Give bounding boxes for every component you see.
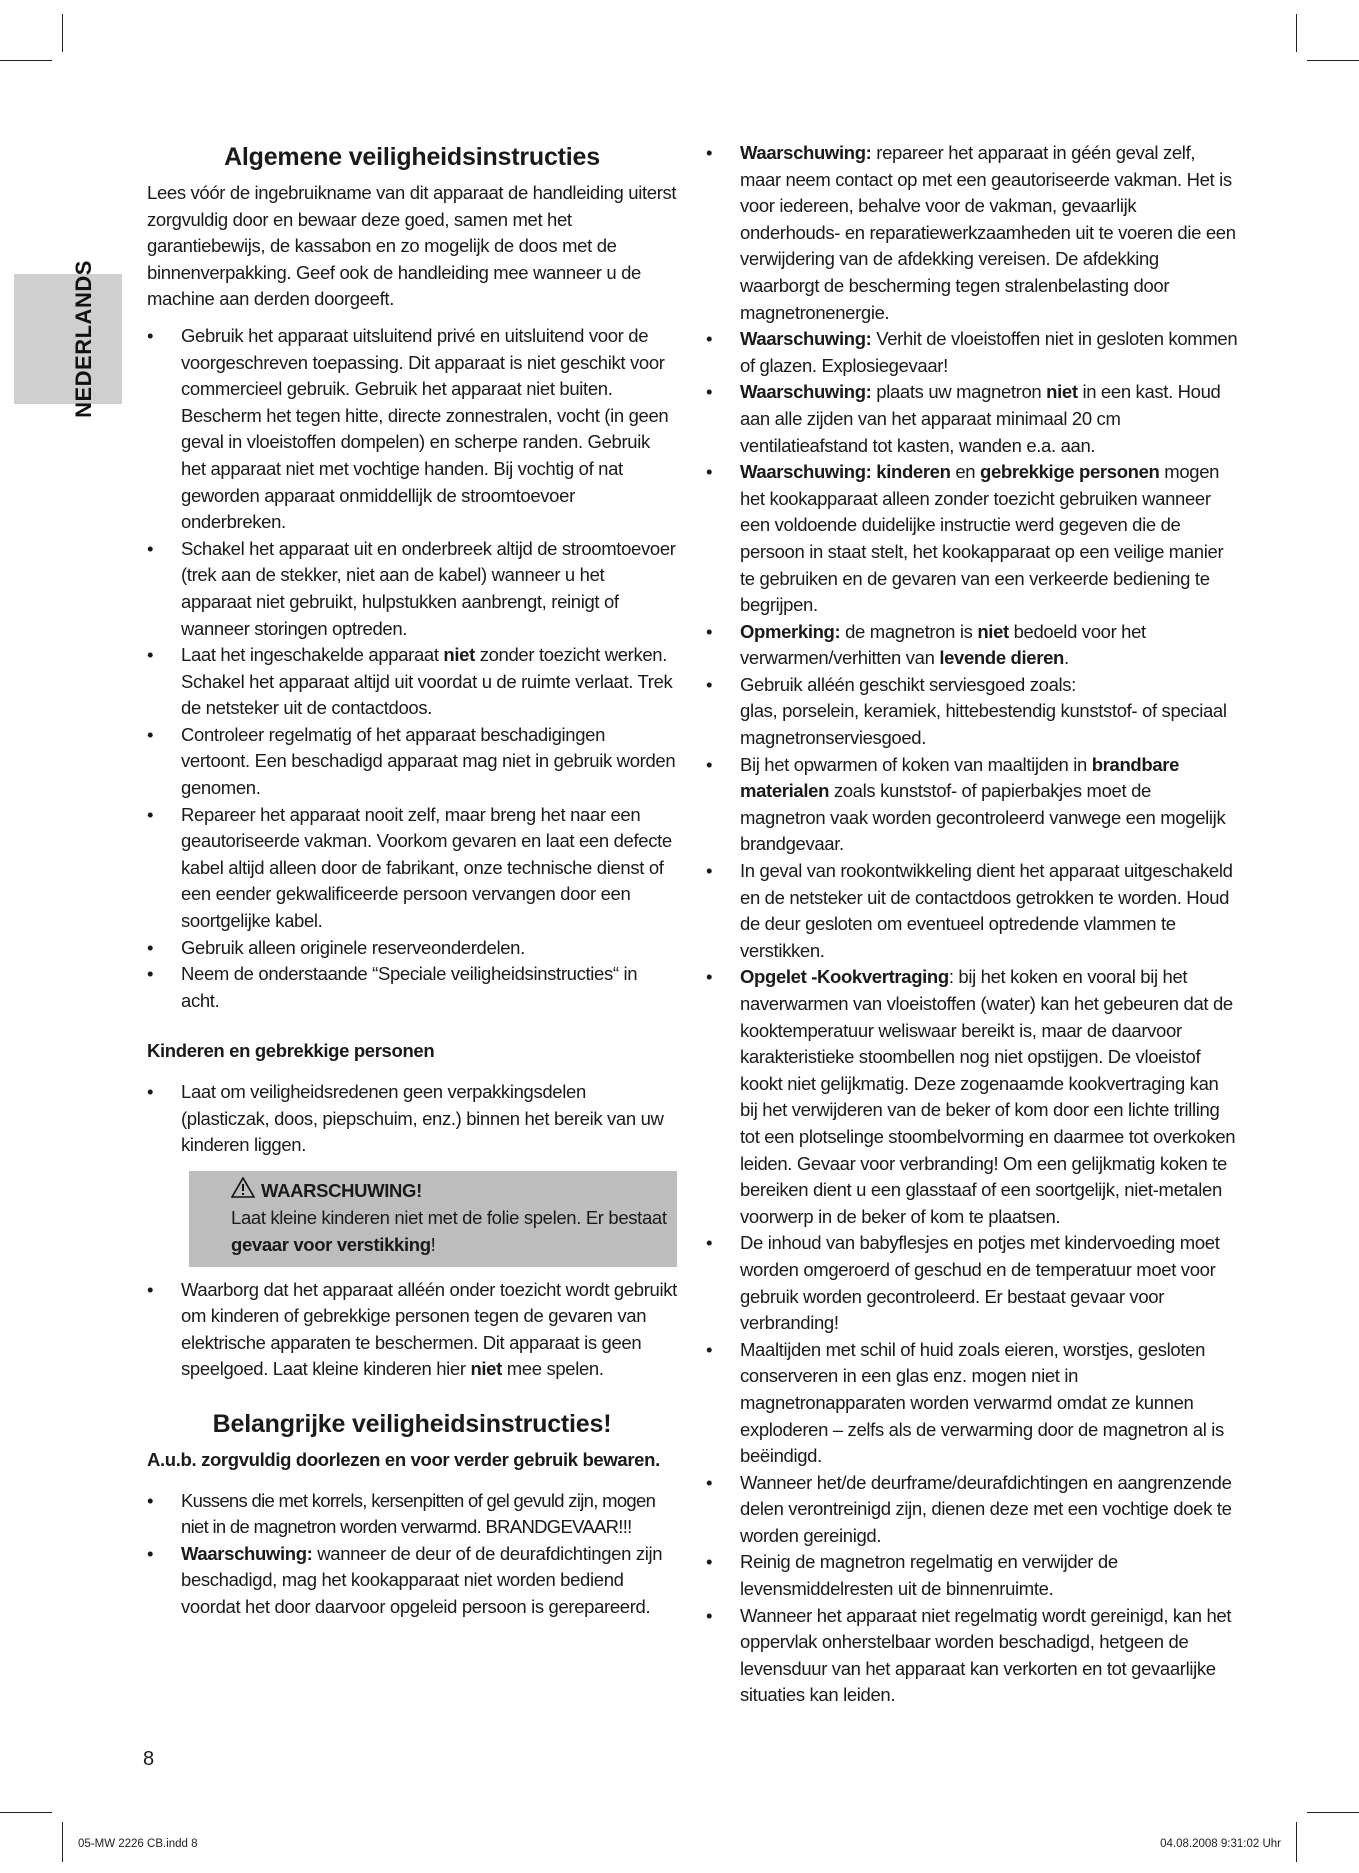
warning-header: [231, 1177, 667, 1206]
important-subheading: A.u.b. zorgvuldig doorlezen en voor verder gebruik bewaren.: [147, 1448, 660, 1470]
list-item: • Waarschuwing: Verhit de vloeistoffen niet in gesloten kommen of glazen. Explosiegevaar!: [706, 326, 1238, 379]
list-item: • Opmerking: de magnetron is niet bedoeld voor het verwarmen/verhitten van levende dieren.: [706, 619, 1238, 672]
crop-mark: [0, 60, 52, 61]
crop-mark: [0, 1812, 52, 1813]
list-item: • In geval van rookontwikkeling dient het apparaat uitgeschakeld en de netsteker uit de contactdoos getrokken te worden. Houd de deur gesloten om eventueel optredende vlammen te verstikken.: [706, 858, 1238, 964]
list-item: • De inhoud van babyflesjes en potjes met kindervoeding moet worden omgeroerd of geschud en de temperatuur moet voor gebruik worden gecontroleerd. Er bestaat gevaar voor verbranding!: [706, 1230, 1238, 1336]
crop-mark: [1307, 1812, 1359, 1813]
list-item: • Schakel het apparaat uit en onderbreek altijd de stroomtoevoer (trek aan de stekker, niet aan de kabel) wanneer u het apparaat niet gebruikt, hulpstukken aanbrengt, reinigt of wanneer storingen optreden.: [147, 536, 677, 642]
list-item: • Gebruik alléén geschikt serviesgoed zoals: glas, porselein, keramiek, hittebestendig kunststof- of speciaal magnetronserviesgoed.: [706, 672, 1238, 752]
crop-mark: [62, 1822, 63, 1862]
list-item: • Kussens die met korrels, kersenpitten of gel gevuld zijn, mogen niet in de magnetron worden verwarmd. BRANDGEVAAR!!!: [147, 1488, 677, 1541]
language-tab: [14, 260, 122, 418]
list-item: • Laat het ingeschakelde apparaat niet zonder toezicht werken. Schakel het apparaat altijd uit voordat u de ruimte verlaat. Trek de netsteker uit de contactdoos.: [147, 642, 677, 722]
children-list-2: [147, 1277, 677, 1383]
page-number: 8: [143, 1748, 155, 1770]
crop-mark: [1296, 14, 1297, 52]
list-item: • Laat om veiligheidsredenen geen verpakkingsdelen (plasticzak, doos, piepschuim, enz.) binnen het bereik van uw kinderen liggen.: [147, 1079, 677, 1159]
crop-mark: [1296, 1822, 1297, 1862]
list-item: • Bij het opwarmen of koken van maaltijden in brandbare materialen zoals kunststof- of papierbakjes moet de magnetron vaak worden gecontroleerd vanwege een mogelijk brandgevaar.: [706, 752, 1238, 858]
footer-file: 05-MW 2226 CB.indd 8: [78, 1838, 198, 1850]
warnings-list: [706, 140, 1238, 1709]
list-item: • Neem de onderstaande “Speciale veiligheidsinstructies“ in acht.: [147, 961, 677, 1014]
warning-triangle-icon: [231, 1177, 261, 1206]
footer-timestamp: 04.08.2008 9:31:02 Uhr: [1160, 1838, 1281, 1850]
left-column: [147, 140, 677, 1621]
list-item: • Reinig de magnetron regelmatig en verwijder de levensmiddelresten uit de binnenruimte.: [706, 1549, 1238, 1602]
list-item: • Controleer regelmatig of het apparaat beschadigingen vertoont. Een beschadigd apparaat mag niet in gebruik worden genomen.: [147, 722, 677, 802]
right-column: [706, 140, 1238, 1709]
children-list: [147, 1079, 677, 1159]
crop-mark: [62, 14, 63, 52]
list-item: • Waarschuwing: wanneer de deur of de deurafdichtingen zijn beschadigd, mag het kookapparaat niet worden bediend voordat het door daarvoor opgeleid persoon is gerepareerd.: [147, 1541, 677, 1621]
list-item: • Wanneer het apparaat niet regelmatig wordt gereinigd, kan het oppervlak onherstelbaar worden beschadigd, hetgeen de levensduur van het apparaat kan verkorten en tot gevaarlijke situaties kan leiden.: [706, 1603, 1238, 1709]
list-item: • Wanneer het/de deurframe/deurafdichtingen en aangrenzende delen verontreinigd zijn, dienen deze met een vochtige doek te worden gereinigd.: [706, 1470, 1238, 1550]
intro-paragraph: Lees vóór de ingebruikname van dit apparaat de handleiding uiterst zorgvuldig door en bewaar deze goed, samen met het garantiebewijs, de kassabon en zo mogelijk de doos met de binnenverpakking. Geef ook de handleiding mee wanneer u de machine aan derden doorgeeft.: [147, 182, 677, 310]
list-item: • Waarschuwing: kinderen en gebrekkige personen mogen het kookapparaat alleen zonder toezicht gebruiken wanneer een voldoende duidelijke instructie werd gegeven die de persoon in staat stelt, het kookapparaat op een veilige manier te gebruiken en de gevaren van een verkeerde bediening te begrijpen.: [706, 459, 1238, 619]
list-item: • Repareer het apparaat nooit zelf, maar breng het naar een geautoriseerde vakman. Voorkom gevaren en laat een defecte kabel altijd alleen door de fabrikant, onze technische dienst of een eender gekwalificeerde persoon vervangen door een soortgelijke kabel.: [147, 802, 677, 935]
general-safety-list: [147, 323, 677, 1014]
general-safety-heading: Algemene veiligheidsinstructies: [224, 143, 600, 171]
language-tab-label: NEDERLANDS: [71, 260, 96, 418]
warning-title: WAARSCHUWING!: [261, 1179, 422, 1201]
warning-text: Laat kleine kinderen niet met de folie spelen. Er bestaat gevaar voor verstikking!: [231, 1207, 667, 1255]
important-safety-heading: Belangrijke veiligheidsinstructies!: [212, 1409, 612, 1438]
crop-mark: [1307, 60, 1359, 61]
list-item: • Gebruik alleen originele reserveonderdelen.: [147, 935, 677, 962]
warning-box: [189, 1171, 677, 1267]
list-item: • Waarschuwing: repareer het apparaat in géén geval zelf, maar neem contact op met een geautoriseerde vakman. Het is voor iedereen, behalve voor de vakman, gevaarlijk onderhouds- en reparatiewerkzaamheden uit te voeren die een verwijdering van de afdekking vereisen. De afdekking waarborgt de bescherming tegen stralenbelasting door magnetronenergie.: [706, 140, 1238, 326]
list-item: • Waarborg dat het apparaat alléén onder toezicht wordt gebruikt om kinderen of gebrekkige personen tegen de gevaren van elektrische apparaten te beschermen. Dit apparaat is geen speelgoed. Laat kleine kinderen hier niet mee spelen.: [147, 1277, 677, 1383]
list-item: • Waarschuwing: plaats uw magnetron niet in een kast. Houd aan alle zijden van het apparaat minimaal 20 cm ventilatieafstand tot kasten, wanden e.a. aan.: [706, 379, 1238, 459]
list-item: • Maaltijden met schil of huid zoals eieren, worstjes, gesloten conserveren in een glas enz. mogen niet in magnetronapparaten worden verwarmd omdat ze kunnen exploderen – zelfs als de verwarming door de magnetron al is beëindigd.: [706, 1337, 1238, 1470]
list-item: • Opgelet -Kookvertraging: bij het koken en vooral bij het naverwarmen van vloeistoffen (water) kan het gebeuren dat de kooktemperatuur weliswaar bereikt is, maar de daarvoor karakteristieke stoombellen nog niet opstijgen. De vloeistof kookt niet gelijkmatig. Deze zogenaamde kookvertraging kan bij het verwijderen van de beker of kom door een lichte trilling tot een plotselinge stoombelvorming en daarmee tot overkoken leiden. Gevaar voor verbranding! Om een gelijkmatig koken te bereiken dient u een glasstaaf of een soortgelijk, niet-metalen voorwerp in de beker of kom te plaatsen.: [706, 964, 1238, 1230]
children-heading: Kinderen en gebrekkige personen: [147, 1040, 435, 1062]
important-list: [147, 1488, 677, 1621]
list-item: • Gebruik het apparaat uitsluitend privé en uitsluitend voor de voorgeschreven toepassing. Dit apparaat is niet geschikt voor commercieel gebruik. Gebruik het apparaat niet buiten. Bescherm het tegen hitte, directe zonnestralen, vocht (in geen geval in vloeistoffen dompelen) en scherpe randen. Gebruik het apparaat niet met vochtige handen. Bij vochtig of nat geworden apparaat onmiddellijk de stroomtoevoer onderbreken.: [147, 323, 677, 536]
